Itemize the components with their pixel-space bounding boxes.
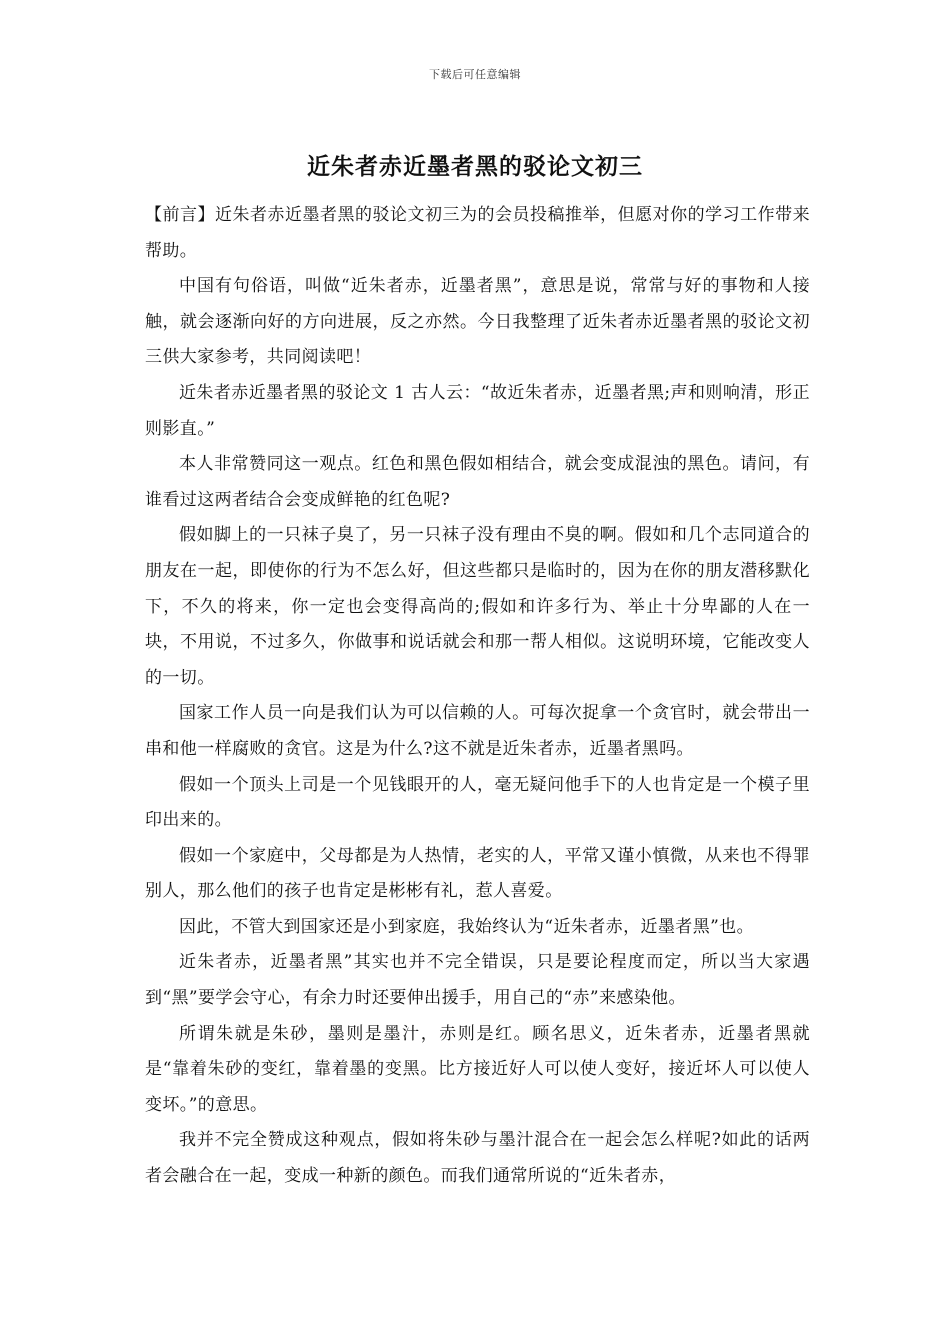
paragraph: 国家工作人员一向是我们认为可以信赖的人。可每次捉拿一个贪官时，就会带出一串和他一样腐败的贪官。这是为什么?这不就是近朱者赤，近墨者黑吗。 — [145, 703, 810, 759]
document-title: 近朱者赤近墨者黑的驳论文初三 — [307, 153, 643, 180]
paragraph: 假如一个家庭中，父母都是为人热情，老实的人，平常又谨小慎微，从来也不得罪别人，那么他们的孩子也肯定是彬彬有礼，惹人喜爱。 — [145, 845, 810, 902]
paragraph: 近朱者赤，近墨者黑”其实也并不完全错误，只是要论程度而定，所以当大家遇到“黑”要学会守心，有余力时还要伸出援手，用自己的“赤”来感染他。 — [145, 952, 810, 1009]
paragraph: 因此，不管大到国家还是小到家庭，我始终认为“近朱者赤，近墨者黑”也。 — [179, 916, 754, 937]
paragraph: 我并不完全赞成这种观点，假如将朱砂与墨汁混合在一起会怎么样呢?如此的话两者会融合在一起，变成一种新的颜色。而我们通常所说的“近朱者赤， — [145, 1130, 810, 1187]
paragraph: 近朱者赤近墨者黑的驳论文 1 古人云：“故近朱者赤，近墨者黑;声和则响清，形正则影直。” — [145, 382, 810, 439]
paragraph: 中国有句俗语，叫做“近朱者赤，近墨者黑”，意思是说，常常与好的事物和人接触，就会逐渐向好的方向进展，反之亦然。今日我整理了近朱者赤近墨者黑的驳论文初三供大家参考，共同阅读吧！ — [145, 276, 810, 368]
paragraph: 所谓朱就是朱砂，墨则是墨汁，赤则是红。顾名思义，近朱者赤，近墨者黑就是“靠着朱砂的变红，靠着墨的变黑。比方接近好人可以使人变好，接近坏人可以使人变坏。”的意思。 — [145, 1023, 810, 1115]
paragraph: 本人非常赞同这一观点。红色和黑色假如相结合，就会变成混浊的黑色。请问，有谁看过这两者结合会变成鲜艳的红色呢? — [145, 454, 810, 510]
document-body — [145, 198, 810, 1195]
paragraph-preface: 【前言】近朱者赤近墨者黑的驳论文初三为的会员投稿推举，但愿对你的学习工作带来帮助。 — [145, 205, 810, 261]
paragraph: 假如脚上的一只袜子臭了，另一只袜子没有理由不臭的啊。假如和几个志同道合的朋友在一起，即使你的行为不怎么好，但这些都只是临时的，因为在你的朋友潜移默化下，不久的将来，你一定也会变得高尚的;假如和许多行为、举止十分卑鄙的人在一块，不用说，不过多久，你做事和说话就会和那一帮人相似。这说明环境，它能改变人的一切。 — [145, 525, 810, 688]
paragraph: 假如一个顶头上司是一个见钱眼开的人，毫无疑问他手下的人也肯定是一个模子里印出来的。 — [145, 774, 810, 831]
header-note: 下载后可任意编辑 — [429, 68, 521, 81]
